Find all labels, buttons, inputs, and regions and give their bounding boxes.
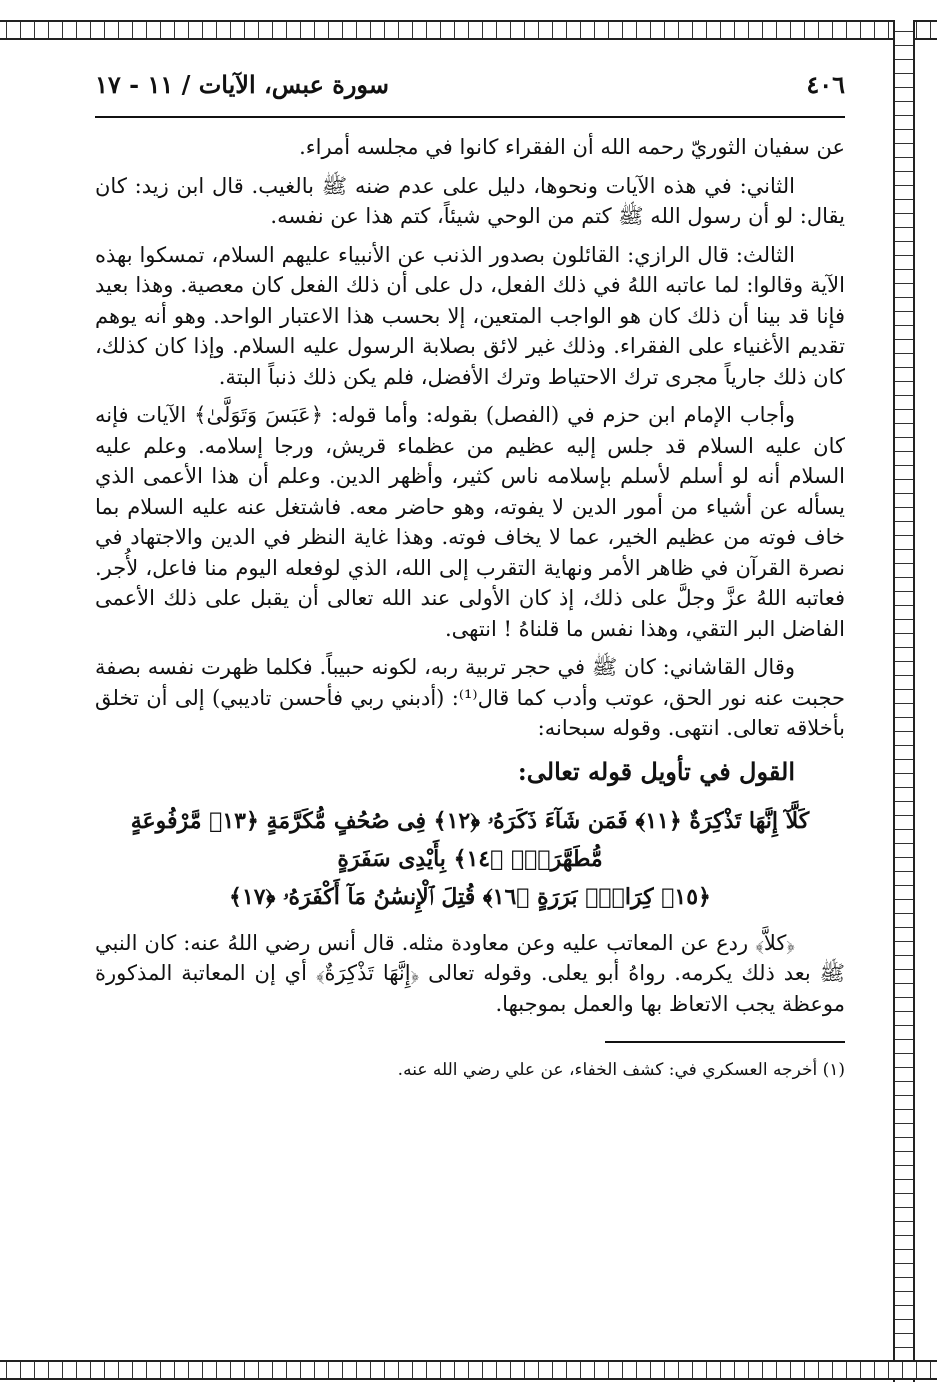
- paragraph-3: الثالث: قال الرازي: القائلون بصدور الذنب عن الأنبياء عليهم السلام، تمسكوا بهذه الآية وقالوا: لما عاتبه اللهُ في ذلك الفعل، دل على أن ذلك الفعل كان معصية. وهذا بعيد فإنا قد بينا أن ذلك كان هو الواجب المتعين، إلا بحسب هذا الاعتبار الواحد. وهو أنه يوهم تقديم الأغنياء على الفقراء. وذلك غير لائق بصلابة الرسول عليه السلام. وإذا كان كذلك، كان ذلك جارياً مجرى ترك الاحتياط وترك الأفضل، فلم يكن ذلك ذنباً البتة.: [95, 242, 845, 389]
- header-rule: [95, 116, 845, 118]
- footnote-rule: [605, 1041, 845, 1043]
- page-number: ٤٠٦: [806, 70, 845, 99]
- section-heading: القول في تأويل قوله تعالى:: [517, 756, 795, 786]
- paragraph-1: عن سفيان الثوريّ رحمه الله أن الفقراء كانوا في مجلسه أمراء.: [299, 135, 845, 159]
- book-page: [95, 62, 845, 1083]
- paragraph-2: الثاني: في هذه الآيات ونحوها، دليل على عدم ضنه ﷺ بالغيب. قال ابن زيد: كان يقال: لو أن رسول الله ﷺ كتم من الوحي شيئاً، كتم هذا عن نفسه.: [95, 173, 845, 228]
- quran-line-1: كَلَّآ إِنَّهَا تَذْكِرَةٌ ﴿١١﴾ فَمَن شَآءَ ذَكَرَهُۥ ﴿١٢﴾ فِى صُحُفٍ مُّكَرَّمَةٍ ﴿١٣﴾ مَّرْفُوعَةٍ مُّطَهَّرَةٍۭ ﴿١٤﴾ بِأَيْدِى سَفَرَةٍ: [130, 807, 810, 872]
- ornamental-border-right: [893, 20, 915, 1382]
- paragraph-5: وقال القاشاني: كان ﷺ في حجر تربية ربه، لكونه حبيباً. فكلما ظهرت نفسه بصفة حجبت عنه نور الحق، عوتب وأدب كما قال⁽¹⁾: (أدبني ربي فأحسن تاديبي) إلى أن تخلق بأخلاقه تعالى. انتهى. وقوله سبحانه:: [95, 655, 845, 740]
- tafsir-paragraph: ﴿كلاَّ﴾ ردع عن المعاتب عليه وعن معاودة مثله. قال أنس رضي اللهُ عنه: كان النبي ﷺ بعد ذلك يكرمه. رواهُ أبو يعلى. وقوله تعالى ﴿إِنَّهَا تَذْكِرَةٌ﴾ أي إن المعاتبة المذكورة موعظة يجب الاتعاظ بها والعمل بموجبها.: [95, 930, 845, 1016]
- quran-verses: [95, 802, 845, 916]
- quran-line-2: ﴿١٥﴾ كِرَامٍۭ بَرَرَةٍ ﴿١٦﴾ قُتِلَ ٱلْإِنسَٰنُ مَآ أَكْفَرَهُۥ ﴿١٧﴾: [229, 883, 711, 910]
- ornamental-border-top: [0, 20, 937, 40]
- paragraph-4: وأجاب الإمام ابن حزم في (الفصل) بقوله: وأما قوله: ﴿عَبَسَ وَتَوَلَّىٰ﴾ الآيات فإنه كان عليه السلام قد جلس إليه عظيم من عظماء قريش، ورجا إسلامه. وعلم عليه السلام أنه لو أسلم لأسلم بإسلامه ناس كثير، وأظهر الدين. وعلم أن هذا الأعمى الذي يسأله عن أشياء من أمور الدين لا يفوته، وهو حاضر معه. فاشتغل عنه عليه السلام بما خاف فوته من عظيم الخير، عما لا يخاف فوته. وهذا غاية النظر في الدين والاجتهاد في نصرة القرآن في ظاهر الأمر ونهاية التقرب إلى الله، الذي لوفعله اليوم منا فاعل، لأُجر. فعاتبه اللهُ عزَّ وجلَّ على ذلك، إذ كان الأولى عند الله تعالى أن يقبل على ذلك الأعمى الفاضل البر التقي، وهذا نفس ما قلناهُ ! انتهى.: [95, 403, 845, 641]
- surah-title: سورة عبس، الآيات / ١١ - ١٧: [95, 70, 389, 99]
- page-header: [95, 62, 845, 108]
- footnote: (١) أخرجه العسكري في: كشف الخفاء، عن علي رضي الله عنه.: [397, 1060, 845, 1080]
- ornamental-border-bottom: [0, 1360, 937, 1380]
